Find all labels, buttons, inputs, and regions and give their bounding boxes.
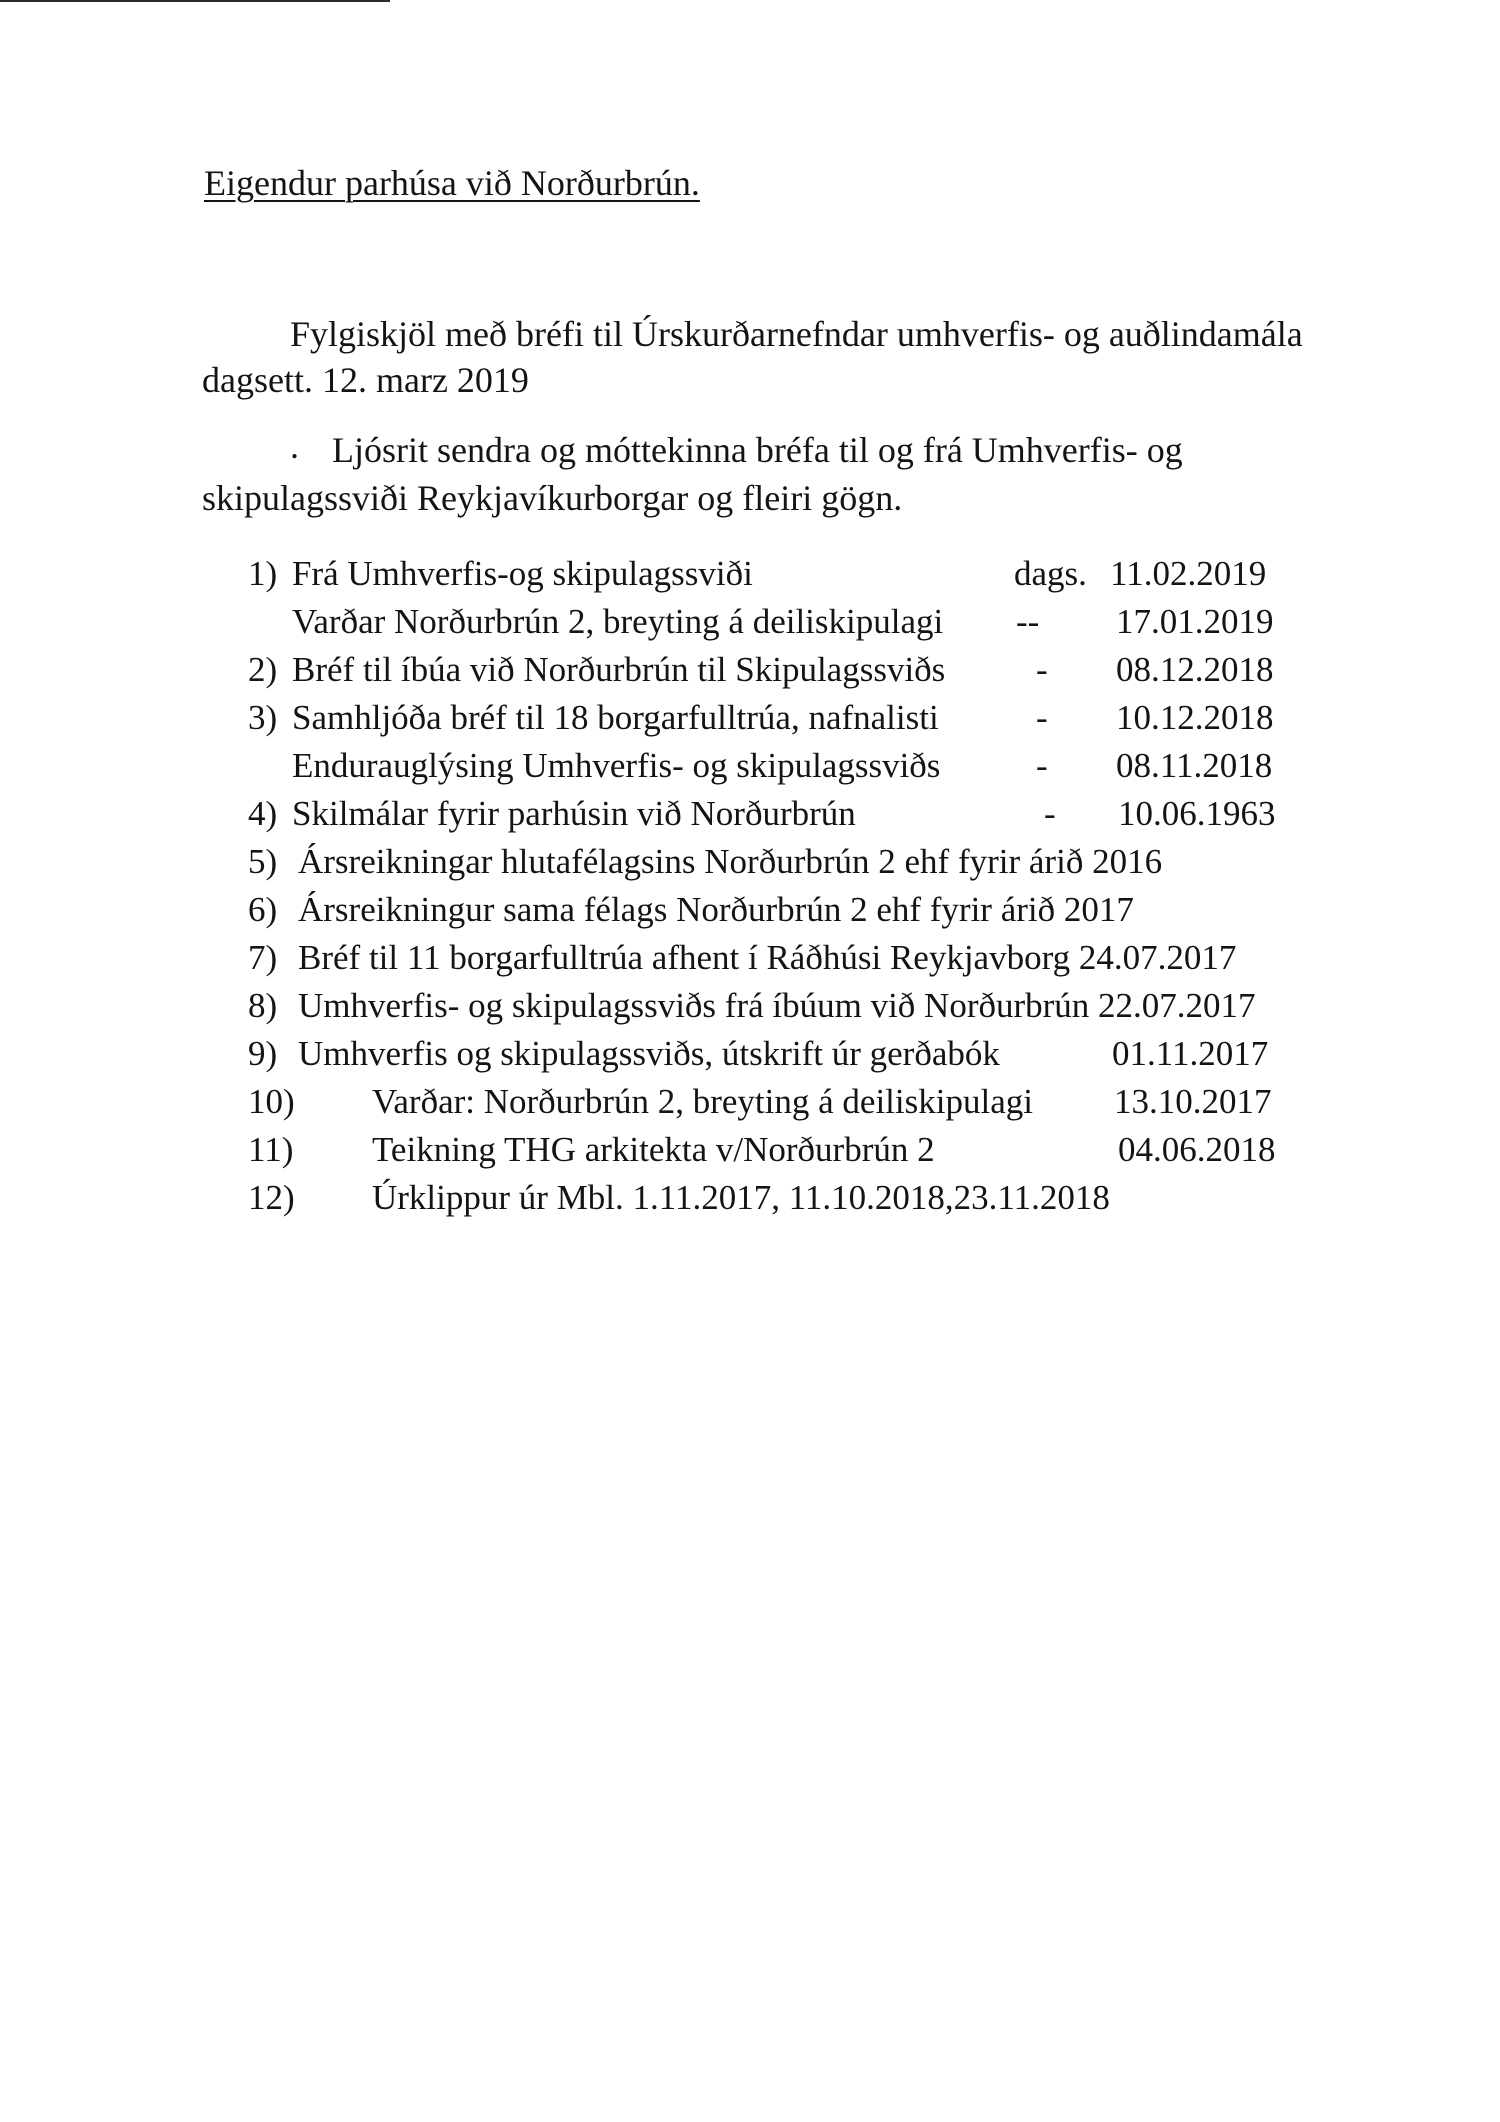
list-item-text: Varðar Norðurbrún 2, breyting á deiliskipulagi	[292, 602, 944, 641]
list-item-text: Umhverfis- og skipulagssviðs frá íbúum við Norðurbrún 22.07.2017	[298, 986, 1256, 1025]
list-item-date: 10.12.2018	[1116, 698, 1274, 737]
list-item-text: Bréf til íbúa við Norðurbrún til Skipulagssviðs	[292, 650, 946, 689]
list-item-text: Ársreikningur sama félags Norðurbrún 2 ehf fyrir árið 2017	[298, 890, 1134, 929]
page-title: Eigendur parhúsa við Norðurbrún.	[204, 163, 700, 203]
list-item-number: 8)	[248, 986, 278, 1025]
scan-edge-mark	[0, 0, 390, 2]
list-item-number: 12)	[248, 1178, 295, 1217]
list-item	[0, 700, 1500, 740]
list-item-text: Teikning THG arkitekta v/Norðurbrún 2	[372, 1130, 935, 1169]
list-item	[0, 1084, 1500, 1124]
list-item-number: 6)	[248, 890, 278, 929]
list-item-number: 5)	[248, 842, 278, 881]
list-item-number: 4)	[248, 794, 278, 833]
note-line-2: skipulagssviði Reykjavíkurborgar og fleiri gögn.	[202, 478, 903, 518]
list-item-date: 13.10.2017	[1114, 1082, 1272, 1121]
list-item-date: 08.12.2018	[1116, 650, 1274, 689]
list-item-date: 11.02.2019	[1110, 554, 1267, 593]
list-item	[0, 988, 1500, 1028]
list-item-separator: -	[1036, 650, 1048, 689]
list-item-number: 3)	[248, 698, 278, 737]
list-item-text: Varðar: Norðurbrún 2, breyting á deiliskipulagi	[372, 1082, 1033, 1121]
list-item-separator: dags.	[1014, 554, 1087, 593]
list-item	[0, 556, 1500, 596]
list-item-number: 2)	[248, 650, 278, 689]
list-item	[0, 796, 1500, 836]
list-item-number: 11)	[248, 1130, 294, 1169]
list-item-separator: -	[1044, 794, 1056, 833]
list-item-text: Frá Umhverfis-og skipulagssviði	[292, 554, 753, 593]
list-item-date: 10.06.1963	[1118, 794, 1276, 833]
list-item	[0, 604, 1500, 644]
list-item-number: 9)	[248, 1034, 278, 1073]
list-item-separator: -	[1036, 746, 1048, 785]
list-item-text: Umhverfis og skipulagssviðs, útskrift úr gerðabók	[298, 1034, 1000, 1073]
list-item-text: Endurauglýsing Umhverfis- og skipulagssviðs	[292, 746, 941, 785]
list-item-text: Úrklippur úr Mbl. 1.11.2017, 11.10.2018,23.11.2018	[372, 1178, 1110, 1217]
list-item-date: 17.01.2019	[1116, 602, 1274, 641]
list-item	[0, 748, 1500, 788]
list-item-date: 04.06.2018	[1118, 1130, 1276, 1169]
list-item-text: Ársreikningar hlutafélagsins Norðurbrún 2 ehf fyrir árið 2016	[298, 842, 1163, 881]
list-item-text: Samhljóða bréf til 18 borgarfulltrúa, nafnalisti	[292, 698, 939, 737]
list-item-separator: -	[1036, 698, 1048, 737]
list-item	[0, 652, 1500, 692]
list-item	[0, 940, 1500, 980]
list-item-number: 10)	[248, 1082, 295, 1121]
note-line-1: Ljósrit sendra og móttekinna bréfa til og frá Umhverfis- og	[332, 430, 1183, 470]
list-item-date: 08.11.2018	[1116, 746, 1273, 785]
list-item-text: Bréf til 11 borgarfulltrúa afhent í Ráðhúsi Reykjavborg 24.07.2017	[298, 938, 1237, 977]
intro-line-1: Fylgiskjöl með bréfi til Úrskurðarnefndar umhverfis- og auðlindamála	[290, 314, 1303, 354]
list-item	[0, 1180, 1500, 1220]
list-item	[0, 844, 1500, 884]
list-item-date: 01.11.2017	[1112, 1034, 1269, 1073]
intro-line-2: dagsett. 12. marz 2019	[202, 360, 529, 400]
list-item	[0, 1036, 1500, 1076]
list-item-separator: --	[1016, 602, 1040, 641]
note-bullet: .	[290, 426, 299, 466]
list-item-number: 7)	[248, 938, 278, 977]
list-item	[0, 1132, 1500, 1172]
list-item	[0, 892, 1500, 932]
list-item-number: 1)	[248, 554, 278, 593]
list-item-text: Skilmálar fyrir parhúsin við Norðurbrún	[292, 794, 856, 833]
